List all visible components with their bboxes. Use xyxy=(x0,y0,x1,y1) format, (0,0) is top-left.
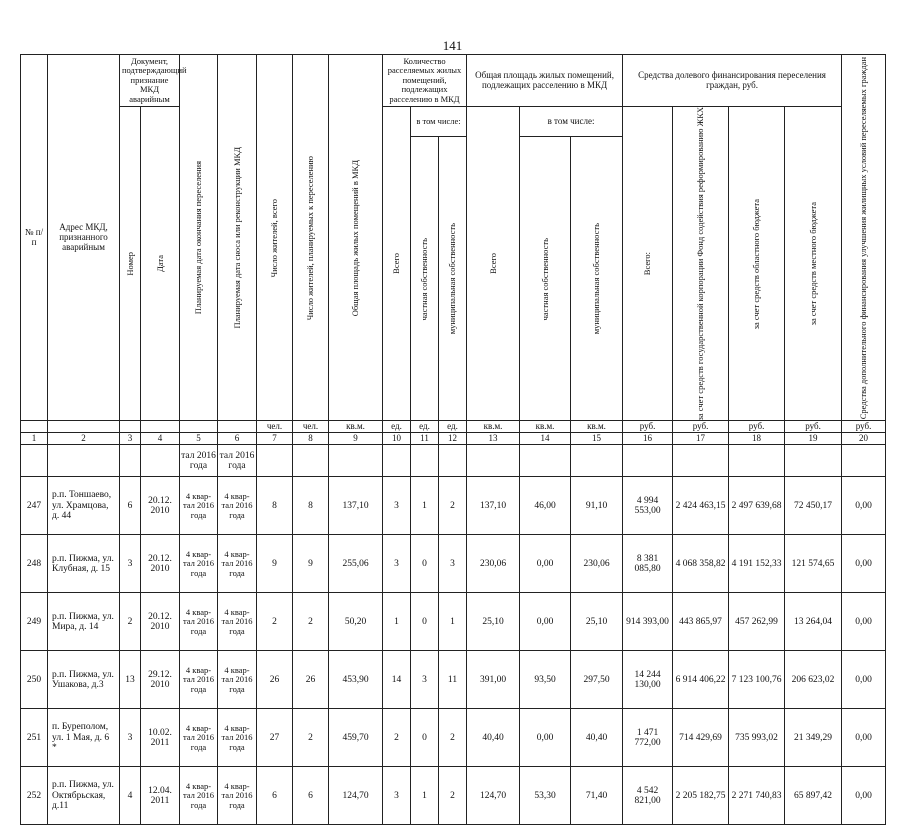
cell-f-local: 206 623,02 xyxy=(785,651,842,709)
unit-cell: руб. xyxy=(623,421,673,433)
cell-planned-demo: 4 квар- тал 2016 года xyxy=(218,535,257,593)
header-funds-fund: за счет средств государственной корпорации Фонд содействия реформированию ЖКХ xyxy=(673,107,729,421)
header-rooms-private: частная собственность xyxy=(411,137,439,421)
cell-area-total: 124,70 xyxy=(329,767,383,825)
cell-planned-demo: 4 квар- тал 2016 года xyxy=(218,651,257,709)
column-number-cell: 11 xyxy=(411,433,439,445)
cell-area-all: 40,40 xyxy=(467,709,520,767)
unit-cell: чел. xyxy=(293,421,329,433)
table-row xyxy=(21,767,886,825)
cell-rooms-all: 14 xyxy=(383,651,411,709)
cell-area-mun: 25,10 xyxy=(571,593,623,651)
unit-cell: кв.м. xyxy=(571,421,623,433)
cell-f-all: 14 244 130,00 xyxy=(623,651,673,709)
cell-rooms-priv: 0 xyxy=(411,709,439,767)
cell-area-mun: 297,50 xyxy=(571,651,623,709)
unit-cell xyxy=(48,421,120,433)
column-number-cell: 12 xyxy=(439,433,467,445)
table-row xyxy=(21,535,886,593)
cell-address: р.п. Пижма, ул. Мира, д. 14 xyxy=(48,593,120,651)
cell-address: р.п. Пижма, ул. Клубная, д. 15 xyxy=(48,535,120,593)
unit-cell: кв.м. xyxy=(329,421,383,433)
column-numbers-row xyxy=(21,433,886,445)
cell-f-fund: 2 424 463,15 xyxy=(673,477,729,535)
cell-f-region: 4 191 152,33 xyxy=(729,535,785,593)
header-document: Документ, подтверждающий признание МКД аварийным xyxy=(120,55,180,107)
cell-area-all: 124,70 xyxy=(467,767,520,825)
cell-rooms-mun: 11 xyxy=(439,651,467,709)
cell-f-region: 735 993,02 xyxy=(729,709,785,767)
column-number-cell: 17 xyxy=(673,433,729,445)
table-header xyxy=(21,55,886,421)
cell-num: 249 xyxy=(21,593,48,651)
cell-area-all: 25,10 xyxy=(467,593,520,651)
cell-f-fund: 2 205 182,75 xyxy=(673,767,729,825)
column-number-cell: 6 xyxy=(218,433,257,445)
cell-area-priv: 53,30 xyxy=(520,767,571,825)
cell-rooms-mun: 2 xyxy=(439,767,467,825)
cont-cell: тал 2016 года xyxy=(218,445,257,477)
table-row xyxy=(21,477,886,535)
cell-area-mun: 230,06 xyxy=(571,535,623,593)
cont-cell: тал 2016 года xyxy=(180,445,218,477)
cell-num: 251 xyxy=(21,709,48,767)
cell-doc-num: 13 xyxy=(120,651,141,709)
cell-area-total: 255,06 xyxy=(329,535,383,593)
cell-f-fund: 443 865,97 xyxy=(673,593,729,651)
cell-rooms-priv: 1 xyxy=(411,477,439,535)
unit-cell: ед. xyxy=(439,421,467,433)
cell-area-total: 137,10 xyxy=(329,477,383,535)
cell-rooms-all: 2 xyxy=(383,709,411,767)
cell-f-local: 72 450,17 xyxy=(785,477,842,535)
column-number-cell: 8 xyxy=(293,433,329,445)
header-area-group: Общая площадь жилых помещений, подлежащих расселению в МКД xyxy=(467,55,623,107)
cell-res-planned: 26 xyxy=(293,651,329,709)
cell-planned-end: 4 квар- тал 2016 года xyxy=(180,767,218,825)
cell-area-total: 453,90 xyxy=(329,651,383,709)
units-row xyxy=(21,421,886,433)
cell-address: р.п. Тоншаево, ул. Храмцова, д. 44 xyxy=(48,477,120,535)
column-number-cell: 10 xyxy=(383,433,411,445)
cell-doc-date: 12.04. 2011 xyxy=(141,767,180,825)
header-rooms-incl: в том числе: xyxy=(411,107,467,137)
unit-cell xyxy=(180,421,218,433)
cell-f-region: 2 271 740,83 xyxy=(729,767,785,825)
cell-doc-date: 20.12. 2010 xyxy=(141,535,180,593)
cell-extra: 0,00 xyxy=(842,477,886,535)
cell-res-total: 27 xyxy=(257,709,293,767)
cell-doc-num: 3 xyxy=(120,535,141,593)
column-number-cell: 20 xyxy=(842,433,886,445)
header-funds-all: Всего: xyxy=(623,107,673,421)
cell-res-total: 2 xyxy=(257,593,293,651)
column-number-cell: 14 xyxy=(520,433,571,445)
header-num: № п/п xyxy=(21,55,48,421)
cell-res-planned: 8 xyxy=(293,477,329,535)
cell-extra: 0,00 xyxy=(842,651,886,709)
cell-planned-demo: 4 квар- тал 2016 года xyxy=(218,593,257,651)
unit-cell: руб. xyxy=(785,421,842,433)
cell-doc-num: 3 xyxy=(120,709,141,767)
cell-doc-date: 20.12. 2010 xyxy=(141,593,180,651)
header-rooms-count: Количество расселяемых жилых помещений, подлежащих расселению в МКД xyxy=(383,55,467,107)
cell-f-all: 914 393,00 xyxy=(623,593,673,651)
cell-area-mun: 40,40 xyxy=(571,709,623,767)
cell-f-all: 8 381 085,80 xyxy=(623,535,673,593)
cell-planned-end: 4 квар- тал 2016 года xyxy=(180,651,218,709)
cell-planned-end: 4 квар- тал 2016 года xyxy=(180,535,218,593)
cell-planned-end: 4 квар- тал 2016 года xyxy=(180,593,218,651)
cell-planned-demo: 4 квар- тал 2016 года xyxy=(218,477,257,535)
column-number-cell: 13 xyxy=(467,433,520,445)
cell-rooms-priv: 0 xyxy=(411,593,439,651)
cell-f-all: 1 471 772,00 xyxy=(623,709,673,767)
cell-f-region: 7 123 100,76 xyxy=(729,651,785,709)
cell-f-local: 13 264,04 xyxy=(785,593,842,651)
cell-num: 247 xyxy=(21,477,48,535)
column-numbers-row-group xyxy=(21,433,886,445)
cell-doc-date: 20.12. 2010 xyxy=(141,477,180,535)
column-number-cell: 16 xyxy=(623,433,673,445)
header-doc-number: Номер xyxy=(120,107,141,421)
cell-res-planned: 2 xyxy=(293,709,329,767)
cell-num: 250 xyxy=(21,651,48,709)
cell-doc-date: 29.12. 2010 xyxy=(141,651,180,709)
unit-cell: кв.м. xyxy=(520,421,571,433)
table-row xyxy=(21,593,886,651)
header-extra-funds: Средства дополнительного финансирования улучшения жилищных условий переселяемых граждан xyxy=(842,55,886,421)
cell-extra: 0,00 xyxy=(842,535,886,593)
cell-planned-demo: 4 квар- тал 2016 года xyxy=(218,709,257,767)
cell-f-all: 4 542 821,00 xyxy=(623,767,673,825)
page-number: 141 xyxy=(442,38,463,53)
column-number-cell: 9 xyxy=(329,433,383,445)
cell-address: р.п. Пижма, ул. Октябрьская, д.11 xyxy=(48,767,120,825)
header-rooms-municipal: муниципальная собственность xyxy=(439,137,467,421)
resettlement-table xyxy=(20,54,886,825)
cell-extra: 0,00 xyxy=(842,709,886,767)
cell-rooms-mun: 2 xyxy=(439,709,467,767)
unit-cell xyxy=(218,421,257,433)
cell-rooms-mun: 3 xyxy=(439,535,467,593)
header-funds-group: Средства долевого финансирования переселения граждан, руб. xyxy=(623,55,842,107)
cell-f-region: 2 497 639,68 xyxy=(729,477,785,535)
cell-area-all: 230,06 xyxy=(467,535,520,593)
cell-res-total: 9 xyxy=(257,535,293,593)
cell-area-all: 137,10 xyxy=(467,477,520,535)
unit-cell xyxy=(120,421,141,433)
cell-doc-num: 2 xyxy=(120,593,141,651)
cell-doc-date: 10.02. 2011 xyxy=(141,709,180,767)
header-area-incl: в том числе: xyxy=(520,107,623,137)
cell-planned-end: 4 квар- тал 2016 года xyxy=(180,477,218,535)
column-number-cell: 1 xyxy=(21,433,48,445)
cell-rooms-priv: 1 xyxy=(411,767,439,825)
cell-area-total: 50,20 xyxy=(329,593,383,651)
cell-f-fund: 4 068 358,82 xyxy=(673,535,729,593)
cell-extra: 0,00 xyxy=(842,593,886,651)
column-number-cell: 18 xyxy=(729,433,785,445)
cell-rooms-priv: 0 xyxy=(411,535,439,593)
header-address: Адрес МКД, признанного аварийным xyxy=(48,55,120,421)
column-number-cell: 15 xyxy=(571,433,623,445)
cell-doc-num: 4 xyxy=(120,767,141,825)
header-doc-date: Дата xyxy=(141,107,180,421)
cell-rooms-all: 3 xyxy=(383,535,411,593)
header-planned-end: Планируемая дата окончания переселения xyxy=(180,55,218,421)
cell-rooms-all: 1 xyxy=(383,593,411,651)
table-body xyxy=(21,445,886,825)
cell-f-fund: 714 429,69 xyxy=(673,709,729,767)
column-number-cell: 19 xyxy=(785,433,842,445)
column-number-cell: 5 xyxy=(180,433,218,445)
table-row xyxy=(21,651,886,709)
unit-cell: руб. xyxy=(673,421,729,433)
column-number-cell: 2 xyxy=(48,433,120,445)
cell-area-priv: 0,00 xyxy=(520,593,571,651)
cell-area-priv: 93,50 xyxy=(520,651,571,709)
continuation-row xyxy=(21,445,886,477)
cell-rooms-all: 3 xyxy=(383,477,411,535)
header-total-area: Общая площадь жилых помещений в МКД xyxy=(329,55,383,421)
cell-res-total: 8 xyxy=(257,477,293,535)
cell-f-region: 457 262,99 xyxy=(729,593,785,651)
cell-res-planned: 9 xyxy=(293,535,329,593)
cell-area-priv: 0,00 xyxy=(520,709,571,767)
header-funds-local: за счет средств местного бюджета xyxy=(785,107,842,421)
unit-cell: кв.м. xyxy=(467,421,520,433)
cell-area-mun: 71,40 xyxy=(571,767,623,825)
cell-res-total: 6 xyxy=(257,767,293,825)
header-area-all: Всего xyxy=(467,107,520,421)
cell-res-total: 26 xyxy=(257,651,293,709)
cell-planned-demo: 4 квар- тал 2016 года xyxy=(218,767,257,825)
header-funds-region: за счет средств областного бюджета xyxy=(729,107,785,421)
column-number-cell: 7 xyxy=(257,433,293,445)
header-residents-planned: Число жителей, планируемых к переселению xyxy=(293,55,329,421)
cell-address: р.п. Пижма, ул. Ушакова, д.3 xyxy=(48,651,120,709)
column-number-cell: 3 xyxy=(120,433,141,445)
cell-f-local: 121 574,65 xyxy=(785,535,842,593)
cell-rooms-all: 3 xyxy=(383,767,411,825)
header-area-municipal: муниципальная собственность xyxy=(571,137,623,421)
cell-area-mun: 91,10 xyxy=(571,477,623,535)
header-rooms-all: Всего xyxy=(383,107,411,421)
cell-area-priv: 46,00 xyxy=(520,477,571,535)
unit-cell xyxy=(141,421,180,433)
cell-doc-num: 6 xyxy=(120,477,141,535)
cell-extra: 0,00 xyxy=(842,767,886,825)
unit-cell: ед. xyxy=(411,421,439,433)
cell-rooms-mun: 2 xyxy=(439,477,467,535)
cell-rooms-mun: 1 xyxy=(439,593,467,651)
cell-res-planned: 2 xyxy=(293,593,329,651)
cell-f-fund: 6 914 406,22 xyxy=(673,651,729,709)
unit-cell: руб. xyxy=(842,421,886,433)
cell-num: 248 xyxy=(21,535,48,593)
cell-area-all: 391,00 xyxy=(467,651,520,709)
units-row-group xyxy=(21,421,886,433)
header-area-private: частная собственность xyxy=(520,137,571,421)
unit-cell: руб. xyxy=(729,421,785,433)
table-row xyxy=(21,709,886,767)
cell-f-local: 21 349,29 xyxy=(785,709,842,767)
cell-f-all: 4 994 553,00 xyxy=(623,477,673,535)
unit-cell xyxy=(21,421,48,433)
cell-area-total: 459,70 xyxy=(329,709,383,767)
cell-num: 252 xyxy=(21,767,48,825)
header-planned-demolition: Планируемая дата сноса или реконструкции МКД xyxy=(218,55,257,421)
cell-area-priv: 0,00 xyxy=(520,535,571,593)
cell-planned-end: 4 квар- тал 2016 года xyxy=(180,709,218,767)
column-number-cell: 4 xyxy=(141,433,180,445)
cell-address: п. Буреполом, ул. 1 Мая, д. 6 * xyxy=(48,709,120,767)
unit-cell: ед. xyxy=(383,421,411,433)
cell-res-planned: 6 xyxy=(293,767,329,825)
header-residents-total: Число жителей, всего xyxy=(257,55,293,421)
cell-rooms-priv: 3 xyxy=(411,651,439,709)
cell-f-local: 65 897,42 xyxy=(785,767,842,825)
unit-cell: чел. xyxy=(257,421,293,433)
